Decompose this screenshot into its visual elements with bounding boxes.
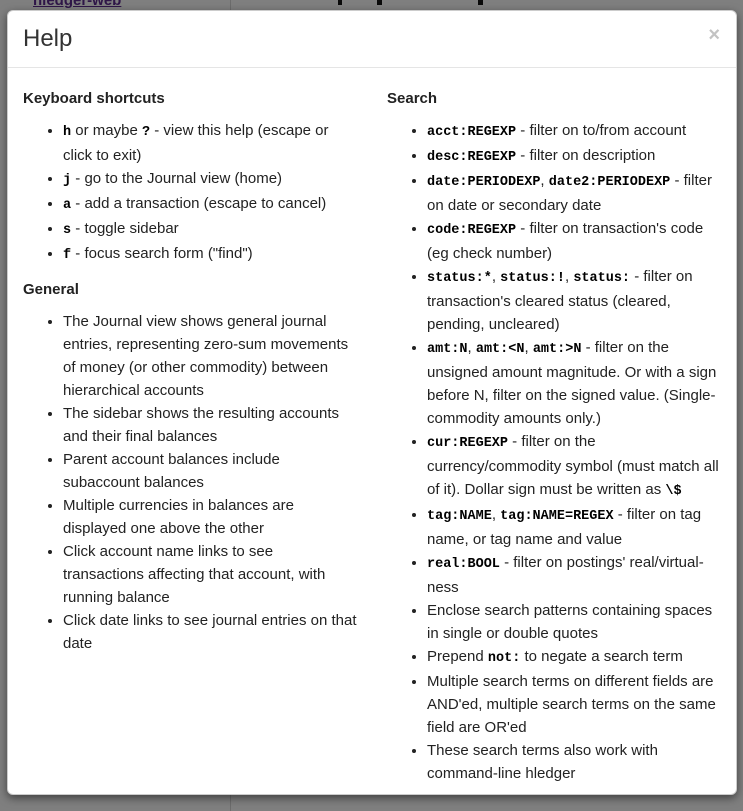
help-modal	[7, 10, 737, 795]
list-item: • Parent account balances include subaccount balances	[63, 448, 357, 494]
list-item: • h or maybe ? - view this help (escape or click to exit)	[63, 119, 357, 167]
code-term: cur:REGEXP	[427, 436, 509, 451]
code-term: \$	[665, 484, 682, 499]
section-heading-keyboard-shortcuts: Keyboard shortcuts	[23, 90, 165, 107]
code-term: not:	[487, 651, 521, 666]
code-term: j	[63, 173, 72, 188]
code-term: status:	[573, 271, 631, 286]
code-term: date:PERIODEXP	[427, 175, 541, 190]
code-term: real:BOOL	[427, 557, 500, 572]
modal-body	[8, 68, 736, 810]
help-column-right	[372, 76, 736, 795]
list-item: • The sidebar shows the resulting accounts and their final balances	[63, 402, 357, 448]
list-item: • acct:REGEXP - filter on to/from account	[427, 119, 721, 144]
list-item: • real:BOOL - filter on postings' real/virtual-ness	[427, 551, 721, 599]
modal-header	[8, 11, 736, 68]
list-item: • amt:N, amt:<N, amt:>N - filter on the unsigned amount magnitude. Or with a sign before N, filter on the signed value. (Single-commodity amounts only.)	[427, 336, 721, 430]
list-item: • desc:REGEXP - filter on description	[427, 144, 721, 169]
list-item: • Multiple search terms on different fields are AND'ed, multiple search terms on the same field are OR'ed	[427, 670, 721, 739]
list-item: • a - add a transaction (escape to cancel)	[63, 192, 357, 217]
code-term: amt:<N	[475, 342, 525, 357]
code-term: date2:PERIODEXP	[548, 175, 671, 190]
section-heading-general: General	[23, 281, 79, 298]
list-item: • Multiple currencies in balances are displayed one above the other	[63, 494, 357, 540]
list-item: • The Journal view shows general journal entries, representing zero-sum movements of money (or other commodity) between hierarchical accounts	[63, 310, 357, 402]
list-item: • date:PERIODEXP, date2:PERIODEXP - filter on date or secondary date	[427, 169, 721, 217]
list-item: • Click date links to see journal entries on that date	[63, 609, 357, 655]
list-item: • Click account name links to see transactions affecting that account, with running balance	[63, 540, 357, 609]
help-column-left	[8, 76, 372, 795]
code-term: amt:>N	[532, 342, 582, 357]
list-item: • code:REGEXP - filter on transaction's code (eg check number)	[427, 217, 721, 265]
code-term: f	[63, 248, 72, 263]
code-term: acct:REGEXP	[427, 125, 517, 140]
code-term: h	[63, 125, 72, 140]
modal-title: Help	[23, 25, 73, 52]
code-term: status:!	[500, 271, 565, 286]
list-item: • Enclose search patterns containing spaces in single or double quotes	[427, 599, 721, 645]
search-list	[387, 119, 721, 785]
list-item: • f - focus search form ("find")	[63, 242, 357, 267]
code-term: s	[63, 223, 72, 238]
section-heading-search: Search	[387, 90, 438, 107]
code-term: code:REGEXP	[427, 223, 517, 238]
keyboard-shortcuts-list	[23, 119, 357, 267]
list-item: • cur:REGEXP - filter on the currency/commodity symbol (must match all of it). Dollar sign must be written as \$	[427, 430, 721, 503]
code-term: status:*	[427, 271, 492, 286]
list-item: • status:*, status:!, status: - filter on transaction's cleared status (cleared, pending, uncleared)	[427, 265, 721, 336]
list-item: • j - go to the Journal view (home)	[63, 167, 357, 192]
code-term: a	[63, 198, 72, 213]
close-icon[interactable]: ×	[708, 24, 720, 46]
list-item: • s - toggle sidebar	[63, 217, 357, 242]
list-item: • These search terms also work with command-line hledger	[427, 739, 721, 785]
code-term: desc:REGEXP	[427, 150, 517, 165]
code-term: tag:NAME=REGEX	[500, 509, 614, 524]
list-item: • tag:NAME, tag:NAME=REGEX - filter on tag name, or tag name and value	[427, 503, 721, 551]
list-item: • Prepend not: to negate a search term	[427, 645, 721, 670]
code-term: ?	[141, 125, 151, 140]
code-term: tag:NAME	[427, 509, 492, 524]
general-list	[23, 310, 357, 655]
code-term: amt:N	[427, 342, 468, 357]
